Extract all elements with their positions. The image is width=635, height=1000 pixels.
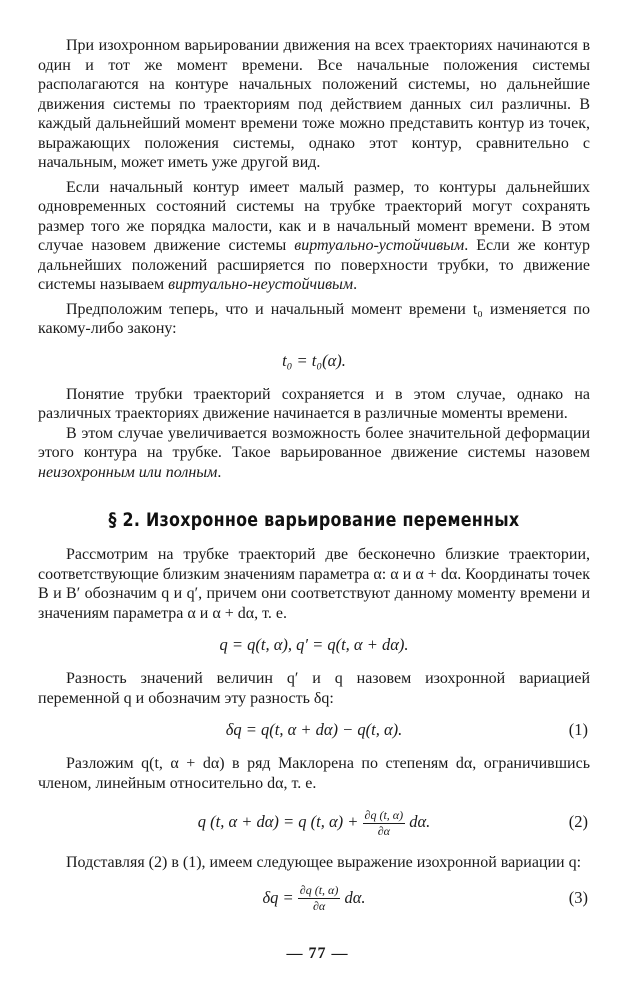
formula-1: δq = q(t, α + dα) − q(t, α). (1) — [38, 718, 590, 742]
equation-number-3: (3) — [568, 887, 588, 907]
paragraph-trajectory-tube: Понятие трубки траекторий сохраняется и в этом случае, однако на различных траекториях движение начинается в различные моменты времени. — [38, 385, 590, 422]
formula-2: q (t, α + dα) = q (t, α) + $\frac{\partial q (t, \alpha)}{\partial\alpha}$ dα. (2) — [38, 803, 590, 841]
paragraph-initial-time: Предположим теперь, что и начальный момент времени t₀ изменяется по какому-либо закону: — [38, 300, 590, 337]
term-nonisochronous: неизохронным или полным — [38, 463, 218, 481]
paragraph-maclaurin: Разложим q(t, α + dα) в ряд Маклорена по степеням dα, ограничившись членом, линейным относительно dα, т. е. — [38, 755, 590, 792]
formula-3: δq = $\frac{\partial q (t, \alpha)}{\partial\alpha}$ dα. (3) — [38, 879, 590, 917]
paragraph-virtual-stability: Если начальный контур имеет малый размер, то контуры дальнейших одновременных состояний системы на трубке траекторий могут сохранять размер того же порядка малости, как и в начальный момент времени. В этом случае назовем движение системы виртуально-устойчивым. Если же контур дальнейших положений расширяется по поверхности трубки, то движение системы называем виртуально-неустойчивым. — [38, 178, 591, 293]
equation-number-2: (2) — [568, 812, 588, 831]
formula-q-definitions: q = q(t, α), q′ = q(t, α + dα). — [219, 635, 409, 654]
term-virtually-stable: виртуально-устойчивым — [294, 237, 465, 254]
paragraph-isochronous-variation: При изохронном варьировании движения на всех траекториях начинаются в один и тот же момент времени. Все начальные положения системы располагаются на контуре начальных положений системы, но дальнейшие движения системы по траекториям под действием данных сил различны. В каждый дальнейший момент времени тоже можно представить контур из точек, выражающих положения системы, однако этот контур, сравнительно с начальным, может иметь уже другой вид. — [38, 37, 590, 171]
paragraph-variation-definition: Разность значений величин q′ и q назовем изохронной вариацией переменной q и обозначим эту разность δq: — [38, 670, 590, 707]
term-virtually-unstable: виртуально-неустойчивым — [168, 276, 354, 293]
paragraph-nonisochronous: В этом случае увеличивается возможность более значительной деформации этого контура на трубке. Такое варьированное движение системы назовем неизохронным или полным. — [38, 424, 590, 481]
fraction-partial-derivative: $\frac{\partial q (t, \alpha)}{\partial\alpha}$ — [364, 807, 404, 838]
section-heading: § 2. Изохронное варьирование переменных — [108, 510, 520, 531]
page-body — [38, 36, 590, 929]
equation-number-1: (1) — [568, 720, 588, 739]
paragraph-substitution: Подставляя (2) в (1), имеем следующее выражение изохронной вариации q: — [66, 854, 582, 871]
formula-t0: t₀ = t₀(α). — [282, 350, 346, 370]
fraction-partial-derivative: $\frac{\partial q (t, \alpha)}{\partial\alpha}$ — [299, 883, 339, 914]
page-number: — 77 — — [286, 945, 349, 962]
paragraph-two-trajectories: Рассмотрим на трубке траекторий две бесконечно близкие траектории, соответствующие близким значениям параметра α: α и α + dα. Координаты точек B и B′ обозначим q и q′, причем они соответствуют данному моменту времени и значениям параметра α и α + dα, т. е. — [38, 546, 590, 622]
